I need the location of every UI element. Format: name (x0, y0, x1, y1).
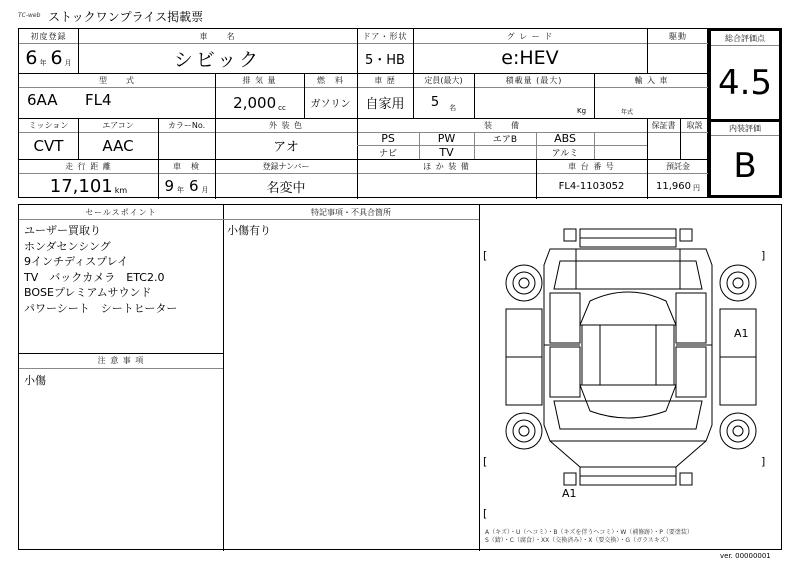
label-load: 積載量 (最大) (505, 75, 563, 85)
car-name-value: シビック (173, 48, 262, 71)
color-no-value (158, 132, 215, 159)
label-transmission: ミッション (28, 120, 69, 130)
label-inspection: 車 検 (173, 161, 200, 171)
label-import: 輸 入 車 (634, 75, 669, 85)
equip-empty (474, 145, 536, 159)
lower-section (18, 204, 782, 550)
page-title: ストックワンプライス掲載票 (48, 10, 204, 24)
aircon-value: AAC (102, 136, 134, 155)
drive-value (647, 43, 709, 73)
equip-ps: PS (381, 132, 395, 145)
damage-legend (485, 529, 693, 545)
label-other-equip: ほ か 装 備 (423, 161, 470, 171)
label-color-no: カラーNo. (167, 120, 206, 130)
inspection-value: 9 年 6 月 (164, 177, 209, 195)
label-grade: グ レ ー ド (506, 31, 554, 41)
label-interior-score: 内装評価 (729, 124, 761, 133)
label-model: 型 式 (99, 75, 135, 85)
label-first-reg: 初度登録 (30, 31, 67, 41)
label-exterior-color: 外 装 色 (268, 120, 304, 130)
list-item: パワーシート シートヒーター (24, 301, 178, 315)
label-plate: 登録ナンバー (262, 161, 310, 171)
header-logo: TC-web (18, 12, 41, 19)
model-prefix-value: 6AA (27, 91, 58, 109)
label-manual: 取説 (686, 120, 703, 130)
bracket-close: ] (761, 249, 766, 262)
exterior-color-value: アオ (273, 140, 299, 155)
legend-line-2: S（錆）・C（腐食）・XX（交換済み）・X（要交換）・G（ガラスキズ） (485, 537, 672, 544)
bracket-close: ] (761, 455, 766, 468)
list-item: TV バックカメラ ETC2.0 (24, 270, 165, 284)
bracket-open: [ (483, 249, 488, 262)
label-door-shape: ドア・形状 (362, 31, 408, 41)
sales-points-list (24, 223, 177, 316)
displacement-value: 2,000 cc (233, 93, 286, 112)
info-table (18, 28, 708, 198)
equip-pw: PW (437, 132, 456, 145)
label-drive: 駆動 (669, 31, 687, 41)
car-diagram (480, 205, 782, 551)
load-unit: Kg (577, 107, 587, 115)
history-value: 自家用 (365, 97, 405, 112)
equip-alloy: アルミ (551, 148, 579, 159)
transmission-value: CVT (33, 136, 64, 155)
label-aircon: エアコン (102, 120, 134, 130)
deposit-value: 11,960 円 (656, 180, 700, 192)
damage-mark-a1-bottom: A1 (562, 487, 577, 500)
fuel-value: ガソリン (310, 99, 351, 110)
label-overall-score: 総合評価点 (725, 33, 765, 43)
equip-abs: ABS (554, 132, 576, 145)
legend-line-1: A（キズ）・U（ヘコミ）・B（キズを伴うヘコミ）・W（補修跡）・P（要塗装） (485, 529, 693, 536)
list-item: BOSEプレミアムサウンド (24, 286, 152, 299)
bracket-open: [ (483, 507, 488, 520)
equip-navi: ナビ (378, 148, 397, 159)
version-label: ver. 00000001 (720, 552, 771, 560)
label-warranty: 保証書 (651, 120, 676, 130)
chassis-no-value: FL4-1103052 (558, 180, 625, 192)
grade-value: e:HEV (501, 47, 559, 69)
label-history: 車 歴 (374, 75, 396, 85)
label-mileage: 走 行 距 離 (65, 161, 112, 171)
equip-tv: TV (439, 145, 454, 159)
door-shape-value: 5・HB (365, 52, 405, 68)
score-box (708, 28, 782, 198)
label-equipment: 装 備 (484, 120, 520, 130)
interior-score-value: B (733, 145, 757, 186)
list-item: 9インチディスプレイ (24, 255, 129, 268)
model-value: FL4 (85, 91, 112, 109)
list-item: ユーザー買取り (24, 224, 101, 237)
plate-value: 名変中 (266, 180, 306, 196)
label-fuel: 燃 料 (317, 75, 344, 85)
import-year-unit: 年式 (621, 109, 634, 116)
equip-airbag: エアB (492, 135, 518, 145)
label-displacement: 排 気 量 (242, 75, 277, 85)
mileage-value: 17,101 km (49, 175, 128, 197)
label-chassis-no: 車 台 番 号 (568, 161, 615, 171)
caution-text: 小傷 (24, 374, 46, 387)
label-car-name: 車 名 (199, 31, 236, 41)
list-item: ホンダセンシング (24, 239, 111, 253)
capacity-value: 5 名 (430, 95, 457, 112)
label-notes: 特記事項・不具合箇所 (311, 207, 391, 217)
bracket-open: [ (483, 455, 488, 468)
first-reg-value: 6 年 6 月 (25, 47, 72, 69)
notes-text: 小傷有り (227, 224, 271, 237)
overall-score-value: 4.5 (717, 62, 773, 103)
damage-mark-a1-right: A1 (734, 327, 749, 340)
label-caution: 注 意 事 項 (97, 356, 145, 365)
label-sales-points: セールスポイント (85, 207, 157, 217)
label-capacity: 定員(最大) (424, 75, 463, 85)
label-deposit: 預託金 (666, 161, 690, 171)
